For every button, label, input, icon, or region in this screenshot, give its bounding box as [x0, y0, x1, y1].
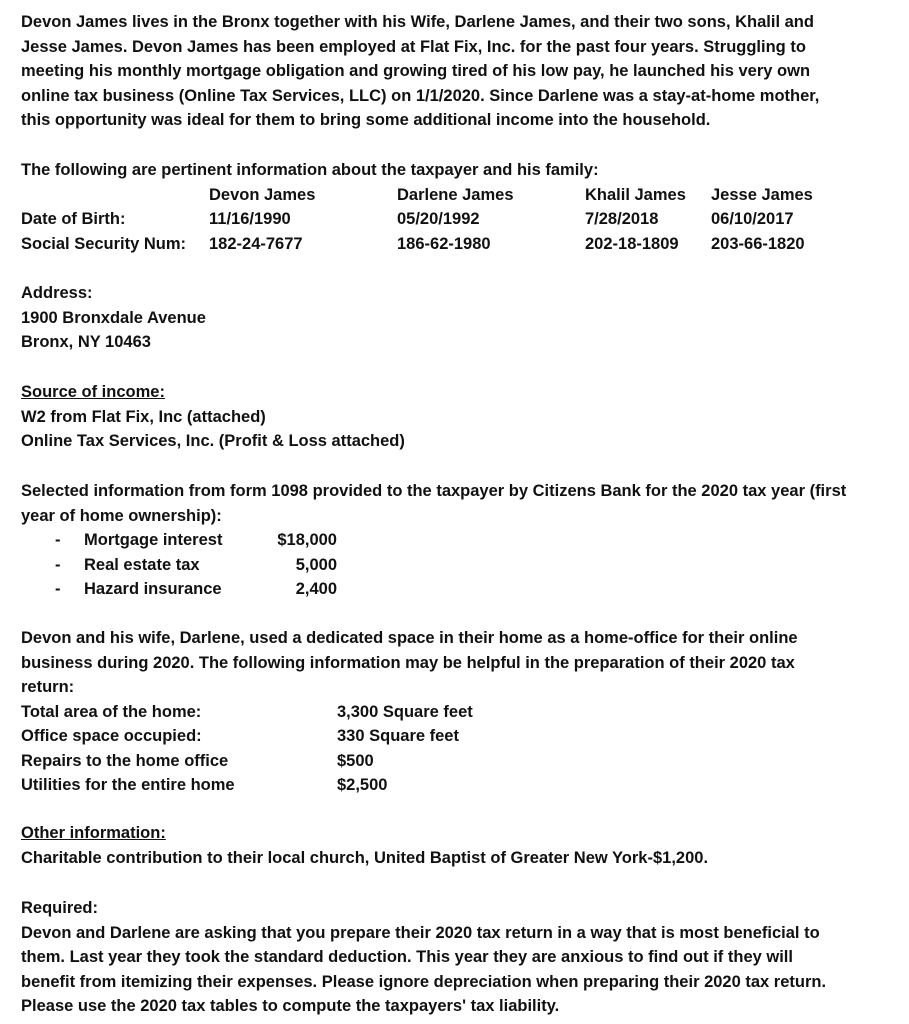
home-office-row — [21, 749, 851, 774]
required-heading: Required: — [21, 899, 99, 917]
home-office-section — [21, 626, 851, 798]
dob-khalil: 7/28/2018 — [585, 210, 659, 228]
home-office-value: $2,500 — [337, 776, 388, 794]
ssn-devon: 182-24-7677 — [209, 234, 303, 253]
family-heading: The following are pertinent information about the taxpayer and his family: — [21, 161, 599, 179]
bullet-dash: - — [55, 580, 61, 598]
other-info-section — [21, 821, 851, 870]
home-office-label: Repairs to the home office — [21, 751, 229, 770]
home-office-intro: Devon and his wife, Darlene, used a dedicated space in their home as a home-office for their online business during 2020. The following information may be helpful in the preparation of their 2020 tax return: — [21, 629, 798, 696]
address-section — [21, 281, 851, 355]
ssn-label: Social Security Num: — [21, 234, 187, 253]
home-office-label: Utilities for the entire home — [21, 776, 235, 794]
address-label: Address: — [21, 284, 93, 302]
form1098-label: Mortgage interest — [84, 531, 223, 549]
bullet-dash: - — [55, 531, 61, 549]
form1098-row — [21, 577, 851, 602]
dob-darlene: 05/20/1992 — [397, 210, 480, 228]
form1098-row — [21, 528, 851, 553]
ssn-darlene: 186-62-1980 — [397, 234, 491, 253]
income-heading: Source of income: — [21, 383, 165, 401]
form1098-row — [21, 553, 851, 578]
home-office-value: $500 — [337, 751, 374, 770]
member-name-darlene: Darlene James — [397, 185, 514, 204]
form1098-label: Hazard insurance — [84, 580, 222, 598]
home-office-label: Office space occupied: — [21, 727, 202, 745]
required-text: Devon and Darlene are asking that you prepare their 2020 tax return in a way that is most beneficial to them. Last year they took the standard deduction. This year they are anxious to find out if they will benefit from itemizing their expenses. Please ignore depreciation when preparing their 2020 tax return. Please use the 2020 tax tables to compute the taxpayers' tax liability. — [21, 923, 827, 1015]
address-line1: 1900 Bronxdale Avenue — [21, 308, 206, 327]
form1098-value: 5,000 — [295, 555, 337, 574]
member-name-devon: Devon James — [209, 185, 316, 204]
form1098-value: $18,000 — [277, 531, 337, 549]
intro-section — [21, 10, 851, 133]
home-office-row — [21, 773, 851, 798]
address-line2: Bronx, NY 10463 — [21, 333, 151, 351]
bullet-dash: - — [55, 555, 61, 574]
other-info-heading: Other information: — [21, 824, 166, 842]
ssn-jesse: 203-66-1820 — [711, 234, 805, 253]
home-office-row — [21, 700, 851, 725]
income-item: W2 from Flat Fix, Inc (attached) — [21, 407, 266, 426]
form1098-value: 2,400 — [295, 580, 337, 598]
dob-label: Date of Birth: — [21, 210, 126, 228]
dob-jesse: 06/10/2017 — [711, 210, 794, 228]
dob-devon: 11/16/1990 — [209, 210, 291, 228]
form1098-intro: Selected information from form 1098 provided to the taxpayer by Citizens Bank for the 2020 tax year (first year of home ownership): — [21, 482, 847, 525]
income-section — [21, 380, 851, 454]
form1098-label: Real estate tax — [84, 555, 200, 574]
home-office-row — [21, 724, 851, 749]
member-name-khalil: Khalil James — [585, 185, 686, 204]
other-info-text: Charitable contribution to their local church, United Baptist of Greater New York-$1,200. — [21, 848, 709, 867]
income-item: Online Tax Services, Inc. (Profit & Loss attached) — [21, 432, 405, 450]
member-name-jesse: Jesse James — [711, 185, 813, 204]
home-office-value: 330 Square feet — [337, 727, 459, 745]
required-section — [21, 896, 851, 1019]
form1098-section — [21, 479, 851, 602]
ssn-khalil: 202-18-1809 — [585, 234, 679, 253]
intro-paragraph: Devon James lives in the Bronx together with his Wife, Darlene James, and their two sons, Khalil and Jesse James. Devon James has been employed at Flat Fix, Inc. for the past four years. Struggling to meeting his monthly mortgage obligation and growing tired of his low pay, he launched his very own online tax business (Online Tax Services, LLC) on 1/1/2020. Since Darlene was a stay-at-home mother, this opportunity was ideal for them to bring some additional income into the household. — [21, 13, 820, 129]
home-office-value: 3,300 Square feet — [337, 702, 473, 721]
home-office-label: Total area of the home: — [21, 702, 202, 721]
family-section — [21, 158, 851, 258]
